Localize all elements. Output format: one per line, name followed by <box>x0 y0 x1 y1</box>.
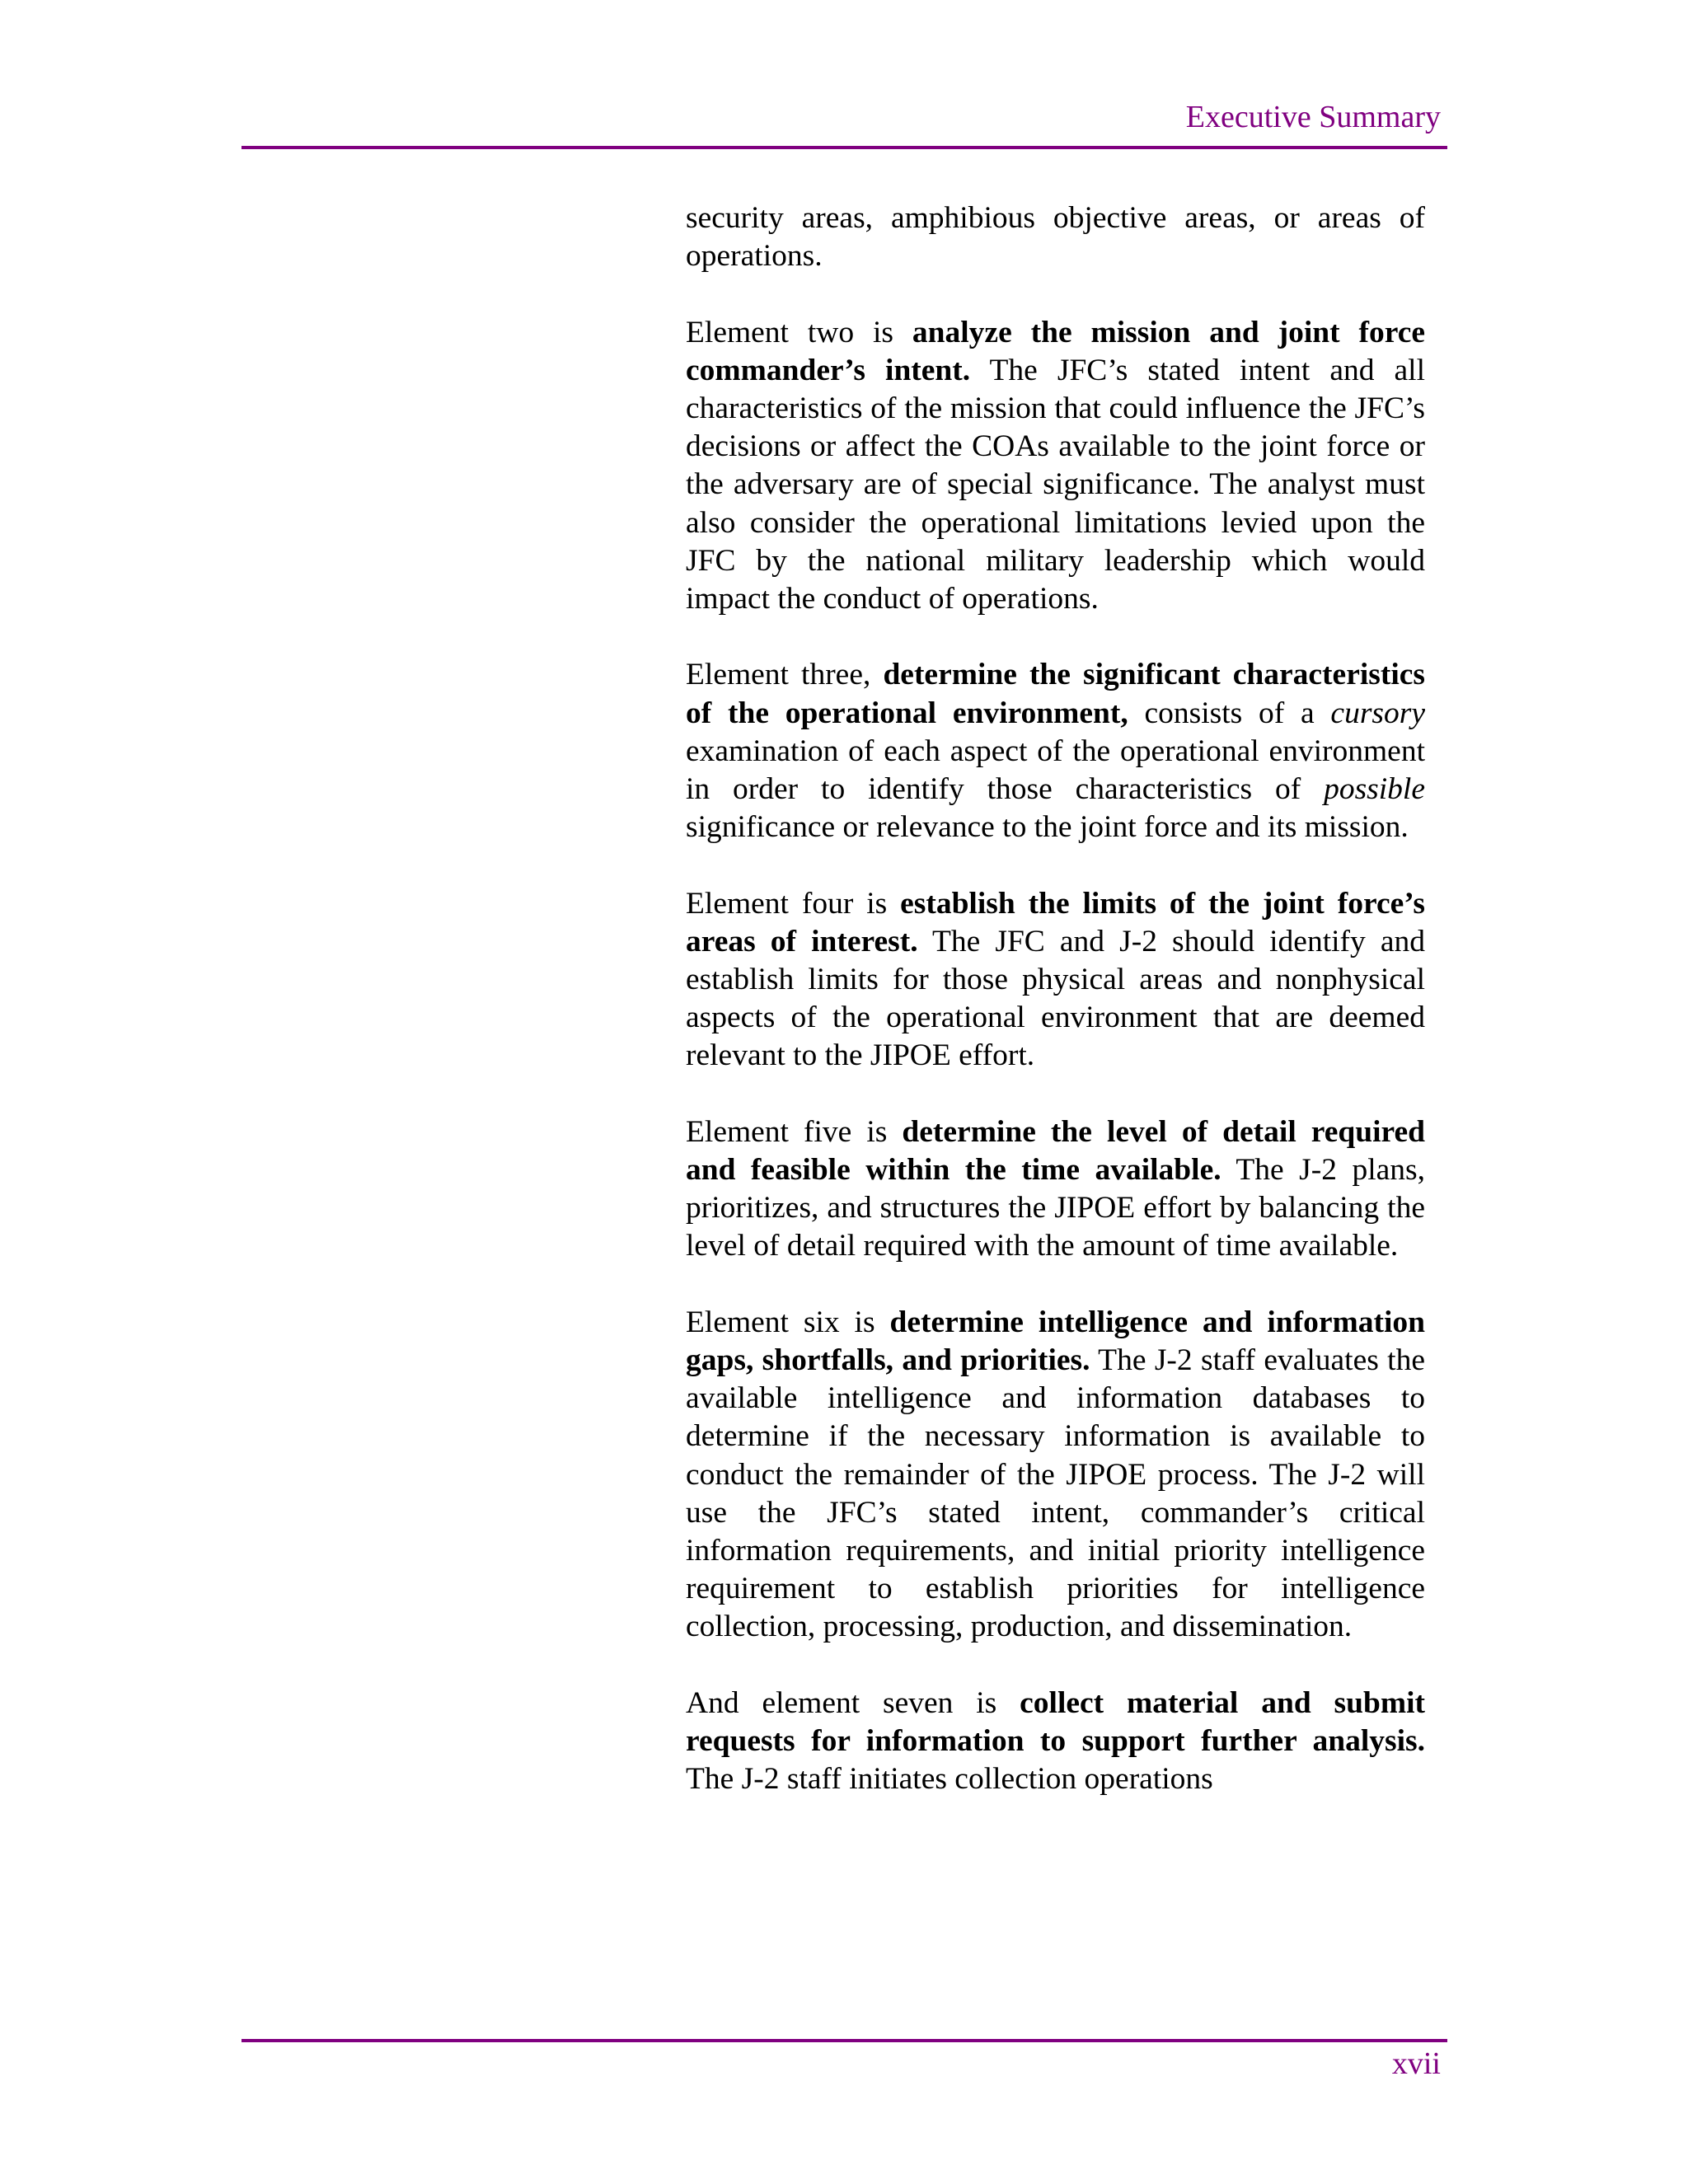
text-run: The J-2 plans, prioritizes, and structures the JIPOE effort by balancing the level of detail required with the amount of time available. <box>686 1153 1425 1263</box>
text-run: Element five is <box>686 1114 903 1149</box>
text-run: And element seven is <box>686 1685 1020 1720</box>
footer-rule <box>241 2039 1447 2042</box>
header-rule <box>241 146 1447 149</box>
paragraph-element-four <box>686 885 1425 1076</box>
text-run: The J-2 staff evaluates the available intelligence and information databases to determine if the necessary information is available to conduct the remainder of the JIPOE process. The J-2 will use the JFC’s stated intent, commander’s critical information requirements, and initial priority intelligence requirement to establish priorities for intelligence collection, processing, production, and dissemination. <box>686 1343 1425 1644</box>
text-run: security areas, amphibious objective areas, or areas of operations. <box>686 201 1425 274</box>
text-run: consists of a <box>1128 696 1331 730</box>
page-number: xvii <box>1391 2046 1441 2081</box>
bold-term: establish the limits of the joint force’s areas of interest. <box>686 886 1425 958</box>
text-run: examination of each aspect of the operational environment in order to identify those characteristics of <box>686 733 1425 807</box>
text-run: Element six is <box>686 1305 890 1339</box>
paragraph-element-three <box>686 656 1425 846</box>
italic-emphasis: possible <box>1324 772 1425 807</box>
bold-term: determine the significant characteristics of the operational environment, <box>686 658 1425 730</box>
text-run: The J-2 staff initiates collection operations <box>686 1762 1213 1797</box>
paragraph-element-six <box>686 1304 1425 1647</box>
paragraph-element-five <box>686 1113 1425 1266</box>
bold-term: collect material and submit requests for information to support further analysis. <box>686 1685 1425 1759</box>
running-header-title: Executive Summary <box>1185 100 1441 134</box>
text-run: Element four is <box>686 886 901 921</box>
text-run: Element three, <box>686 658 884 692</box>
text-run: Element two is <box>686 315 912 349</box>
bold-term: analyze the mission and joint force commander’s intent. <box>686 315 1426 387</box>
body-text-column <box>686 199 1425 1837</box>
text-run: The JFC and J-2 should identify and establish limits for those physical areas and nonphysical aspects of the operational environment that are deemed relevant to the JIPOE effort. <box>686 924 1425 1073</box>
text-run: The JFC’s stated intent and all characteristics of the mission that could influence the JFC’s decisions or affect the COAs available to the joint force or the adversary are of special significance. The analyst must also consider the operational limitations levied upon the JFC by the national military leadership which would impact the conduct of operations. <box>686 353 1425 616</box>
bold-term: determine intelligence and information gaps, shortfalls, and priorities. <box>686 1305 1425 1378</box>
paragraph-element-seven <box>686 1685 1425 1799</box>
italic-emphasis: cursory <box>1330 696 1425 730</box>
paragraph-element-two <box>686 314 1425 619</box>
text-run: significance or relevance to the joint force and its mission. <box>686 810 1409 845</box>
bold-term: determine the level of detail required and feasible within the time available. <box>686 1114 1425 1188</box>
paragraph-continuation <box>686 199 1425 275</box>
